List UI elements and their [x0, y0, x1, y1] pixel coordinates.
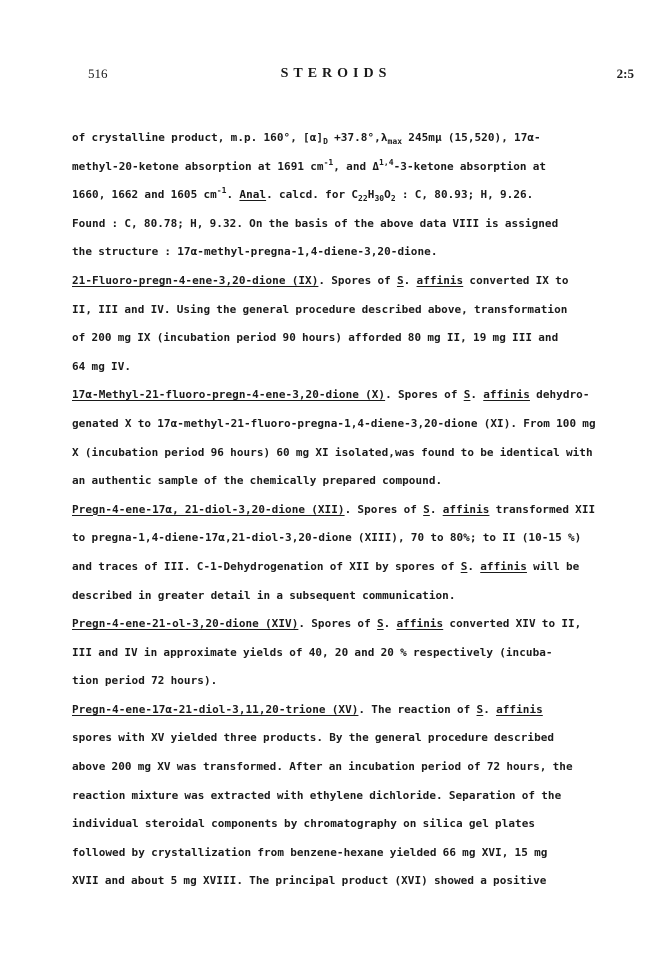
text-line: reaction mixture was extracted with ethylene dichloride. Separation of the [72, 788, 562, 802]
text-line: followed by crystallization from benzene-hexane yielded 66 mg XVI, 15 mg [72, 845, 548, 859]
body-text [72, 124, 650, 896]
section-heading-line: Pregn-4-ene-21-ol-3,20-dione (XIV). Spores of S. affinis converted XIV to II, [72, 617, 582, 631]
text-line: genated X to 17α-methyl-21-fluoro-pregna-1,4-diene-3,20-dione (XI). From 100 mg [72, 416, 596, 430]
text-line: the structure : 17α-methyl-pregna-1,4-diene-3,20-dione. [72, 245, 438, 259]
text-line: and traces of III. C-1-Dehydrogenation of XII by spores of S. affinis will be [72, 559, 580, 573]
section-heading-line: 17α-Methyl-21-fluoro-pregn-4-ene-3,20-dione (X). Spores of S. affinis dehydro- [72, 388, 590, 402]
text-line: above 200 mg XV was transformed. After an incubation period of 72 hours, the [72, 760, 573, 774]
section-heading-line: Pregn-4-ene-17α, 21-diol-3,20-dione (XII). Spores of S. affinis transformed XII [72, 502, 596, 516]
text-line: III and IV in approximate yields of 40, 20 and 20 % respectively (incuba- [72, 645, 553, 659]
section-heading-line: Pregn-4-ene-17α-21-diol-3,11,20-trione (XV). The reaction of S. affinis [72, 702, 543, 716]
text-line: of crystalline product, m.p. 160°, $[\alpha]_D +37.8^\circ,\lambda_{max}$ 245mμ (15,520), 17α- [72, 131, 541, 146]
text-line: 64 mg IV. [72, 359, 132, 373]
text-line: an authentic sample of the chemically prepared compound. [72, 474, 443, 488]
text-line: spores with XV yielded three products. By the general procedure described [72, 731, 555, 745]
text-line: Found : C, 80.78; H, 9.32. On the basis of the above data VIII is assigned [72, 216, 559, 230]
text-line: individual steroidal components by chromatography on silica gel plates [72, 817, 536, 831]
text-line: XVII and about 5 mg XVIII. The principal product (XVI) showed a positive [72, 874, 547, 888]
text-line: II, III and IV. Using the general procedure described above, transformation [72, 302, 568, 316]
section-heading-line: 21-Fluoro-pregn-4-ene-3,20-dione (IX). Spores of S. affinis converted IX to [72, 273, 569, 287]
text-line: tion period 72 hours). [72, 674, 218, 688]
text-line: 1660, 1662 and 1605 $cm^{-1}$. Anal. calcd. for $C_{22}H_{30}O_2$ : C, 80.93; H, 9.26. [72, 186, 534, 204]
text-line: described in greater detail in a subsequent communication. [72, 588, 456, 602]
text-line: methyl-20-ketone absorption at 1691 $cm^{-1}$, and Δ$^{1,4}$-3-ketone absorption at [72, 157, 547, 173]
journal-title: STEROIDS [280, 66, 392, 81]
text-line: to pregna-1,4-diene-17α,21-diol-3,20-dione (XIII), 70 to 80%; to II (10-15 %) [72, 531, 582, 545]
page-number: 516 [88, 66, 108, 81]
page-header [0, 66, 672, 88]
text-line: of 200 mg IX (incubation period 90 hours) afforded 80 mg II, 19 mg III and [72, 331, 559, 345]
volume-issue: 2:5 [616, 66, 634, 81]
text-line: X (incubation period 96 hours) 60 mg XI isolated,was found to be identical with [72, 445, 593, 459]
